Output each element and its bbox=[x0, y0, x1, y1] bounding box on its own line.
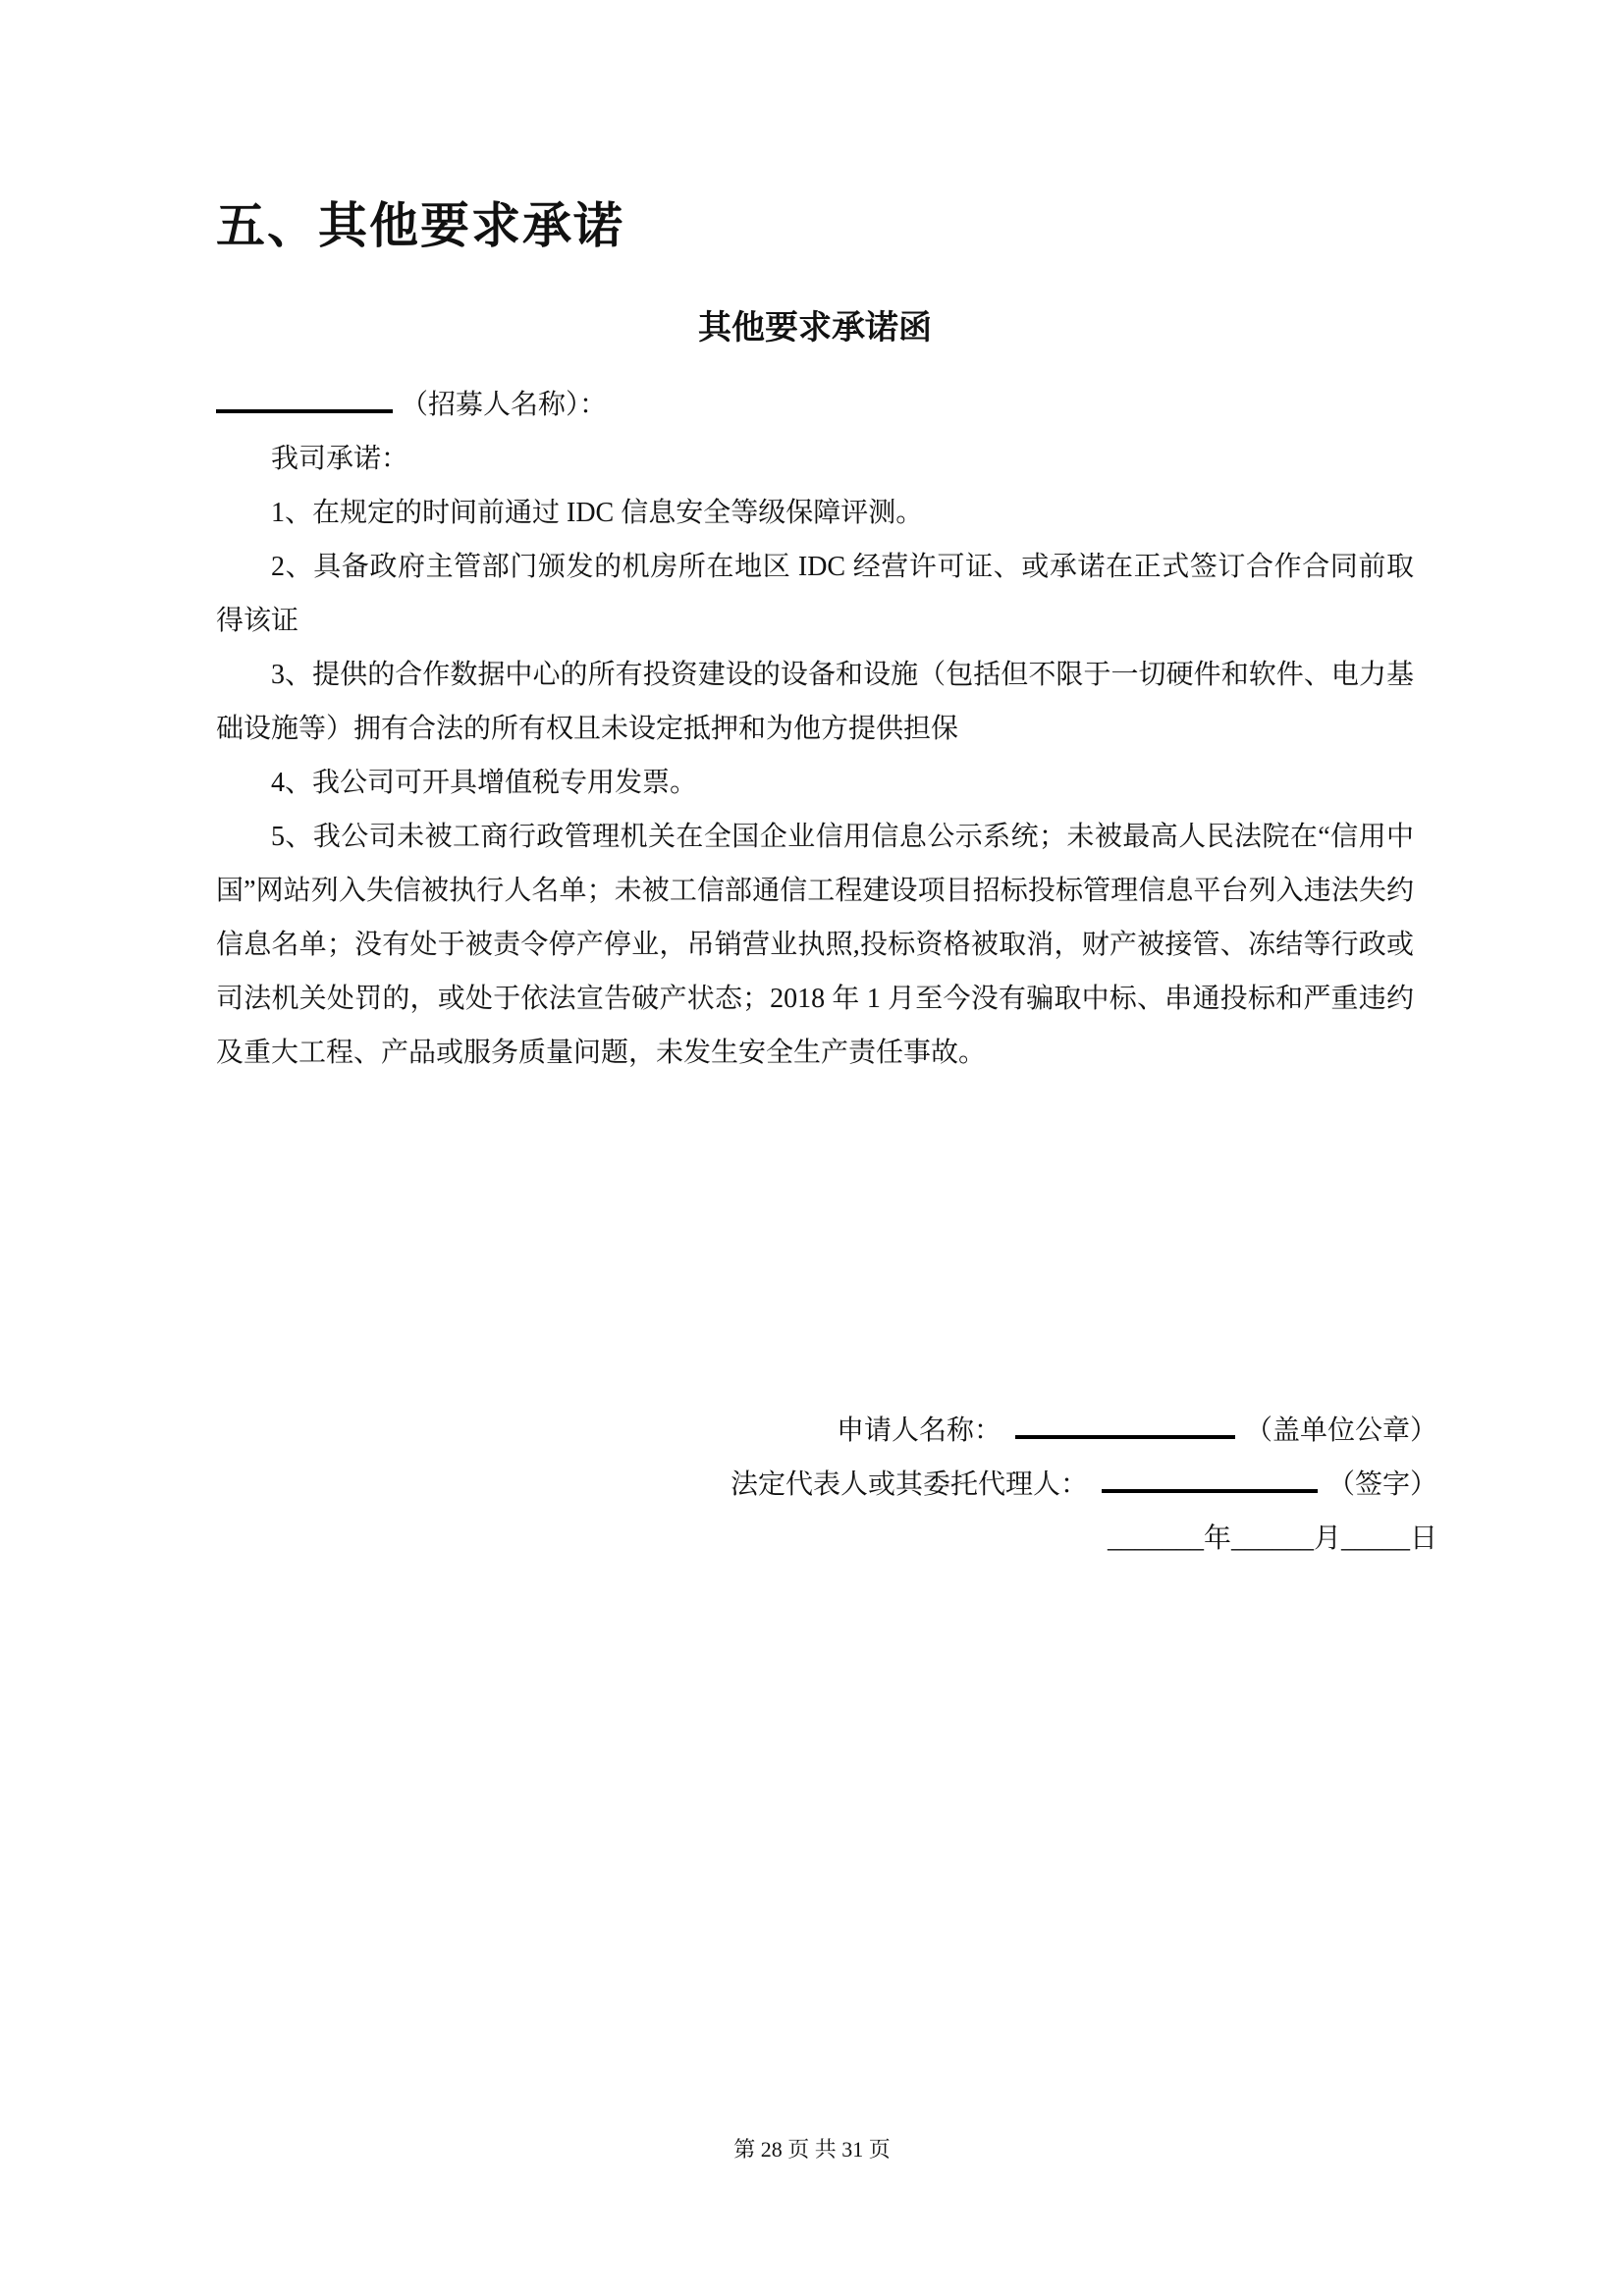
commitment-item-4: 4、我公司可开具增值税专用发票。 bbox=[271, 768, 698, 798]
intro-line: 我司承诺： bbox=[271, 444, 409, 474]
commitment-item-2: 2、具备政府主管部门颁发的机房所在地区 IDC 经营许可证、或承诺在正式签订合作合同前取得该证 bbox=[216, 552, 1414, 636]
signature-block bbox=[216, 1404, 1437, 1566]
blank-space bbox=[216, 1080, 1414, 1404]
page-footer: 第 28 页 共 31 页 bbox=[733, 2137, 891, 2162]
salutation-suffix: （招募人名称）： bbox=[401, 390, 608, 420]
applicant-name-blank bbox=[1015, 1425, 1235, 1439]
commitment-item-3: 3、提供的合作数据中心的所有投资建设的设备和设施（包括但不限于一切硬件和软件、电力基础设施等）拥有合法的所有权且未设定抵押和为他方提供担保 bbox=[216, 660, 1414, 744]
commitment-item-1: 1、在规定的时间前通过 IDC 信息安全等级保障评测。 bbox=[271, 498, 924, 528]
letter-title: 其他要求承诺函 bbox=[698, 310, 932, 347]
date-line: _______年______月_____日 bbox=[1107, 1523, 1437, 1554]
section-title: 五、其他要求承诺 bbox=[216, 198, 624, 253]
applicant-line bbox=[216, 1404, 1437, 1458]
salutation-line bbox=[216, 378, 1414, 432]
legal-rep-label: 法定代表人或其委托代理人： bbox=[730, 1469, 1088, 1500]
seal-note: （盖单位公章） bbox=[1244, 1415, 1437, 1446]
legal-rep-line bbox=[216, 1458, 1437, 1512]
commitment-item-5: 5、我公司未被工商行政管理机关在全国企业信用信息公示系统；未被最高人民法院在“信用中国”网站列入失信被执行人名单；未被工信部通信工程建设项目招标投标管理信息平台列入违法失约信息名单；没有处于被责令停产停业，吊销营业执照,投标资格被取消，财产被接管、冻结等行政或司法机关处罚的，或处于依法宣告破产状态；2018 年 1 月至今没有骗取中标、串通投标和严重违约及重大工程、产品或服务质量问题，未发生安全生产责任事故。 bbox=[216, 822, 1414, 1068]
applicant-label: 申请人名称： bbox=[836, 1415, 1001, 1446]
legal-rep-name-blank bbox=[1102, 1479, 1318, 1493]
recruiter-name-blank bbox=[216, 400, 393, 413]
sign-note: （签字） bbox=[1326, 1469, 1437, 1500]
